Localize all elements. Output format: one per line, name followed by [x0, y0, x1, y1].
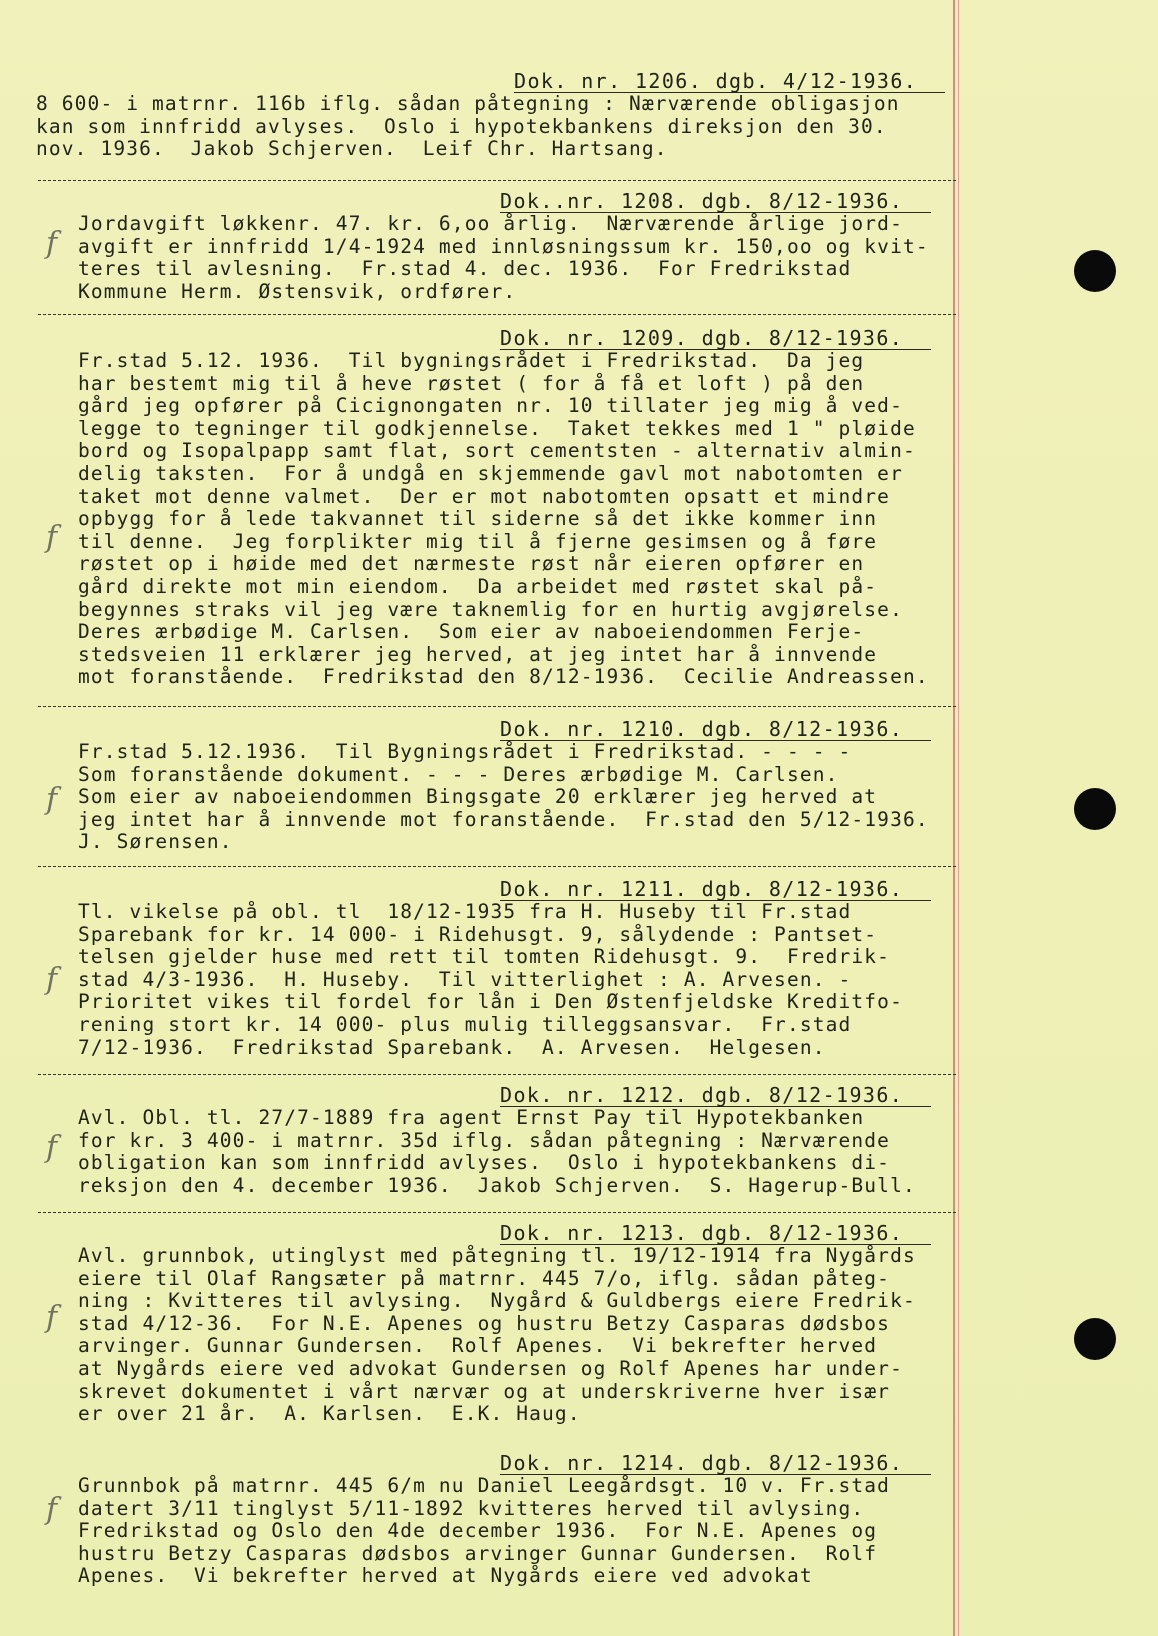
entry-body: Tl. vikelse på obl. tl 18/12-1935 fra H. Huseby til Fr.stad Sparebank for kr. 14 000- i Ridehusgt. 9, sålydende : Pantset- telsen gjelder huse med rett til tomten Ridehusgt. 9. Fredrik- stad 4/3-1936. H. Huseby. Til vitterlighet : A. Arvesen. - Prioritet vikes til fordel for lån i Den Østenfjeldske Kreditfo- rening stort kr. 14 000- plus mulig tilleggsansvar. Fr.stad 7/12-1936. Fredrikstad Sparebank. A. Arvesen. Helgesen. — [78, 900, 903, 1059]
entry-body: Avl. Obl. tl. 27/7-1889 fra agent Ernst Pay til Hypotekbanken for kr. 3 400- i matrnr. 35d iflg. sådan påtegning : Nærværende obligation kan som innfridd avlyses. Oslo i hypotekbankens di- reksjon den 4. december 1936. Jakob Schjerven. S. Hagerup-Bull. — [78, 1106, 916, 1197]
entry-1209 — [36, 327, 961, 689]
entry-body: 8 600- i matrnr. 116b iflg. sådan påtegning : Nærværende obligasjon kan som innfridd avlyses. Oslo i hypotekbankens direksjon den 30. nov. 1936. Jakob Schjerven. Leif Chr. Hartsang. — [36, 92, 900, 161]
entry-1212 — [36, 1084, 961, 1197]
separator-line — [38, 706, 956, 707]
separator-line — [38, 180, 956, 181]
margin-initial-mark: f — [46, 1300, 58, 1335]
entry-1213 — [36, 1222, 961, 1426]
entry-body: Fr.stad 5.12. 1936. Til bygningsrådet i Fredrikstad. Da jeg har bestemt mig til å heve røstet ( for å få et loft ) på den gård jeg opfører på Cicignongaten nr. 10 tillater jeg mig å ved- legge to tegninger til godkjennelse. Taket tekkes med 1 " pløide bord og Isopalpapp samt flat, sort cementsten - alternativ almin- delig taksten. For å undgå en skjemmende gavl mot nabotomten er taket mot denne valmet. Der er mot nabotomten opsatt et mindre opbygg for å lede takvannet til siderne så det ikke kommer inn til denne. Jeg forplikter mig til å fjerne gesimsen og å føre røstet op i høide med det nærmeste røst når eieren opfører en gård direkte mot min eiendom. Da arbeidet med røstet skal på- begynnes straks vil jeg være taknemlig for en hurtig avgjørelse. Deres ærbødige M. Carlsen. Som eier av naboeiendommen Ferje- stedsveien 11 erklærer jeg herved, at jeg intet har å innvende mot foranstående. Fredrikstad den 8/12-1936. Cecilie Andreassen. — [78, 349, 929, 689]
entry-1210 — [36, 718, 961, 854]
entry-1211 — [36, 878, 961, 1059]
entry-body: Grunnbok på matrnr. 445 6/m nu Daniel Leegårdsgt. 10 v. Fr.stad datert 3/11 tinglyst 5/11-1892 kvitteres herved til avlysing. Fredrikstad og Oslo den 4de december 1936. For N.E. Apenes og hustru Betzy Casparas dødsbos arvinger Gunnar Gundersen. Rolf Apenes. Vi bekrefter herved at Nygårds eiere ved advokat — [78, 1474, 891, 1588]
entry-header: Dok. nr. 1214. dgb. 8/12-1936. — [500, 1452, 931, 1475]
entry-body: Jordavgift løkkenr. 47. kr. 6,oo årlig. Nærværende årlige jord- avgift er innfridd 1/4-1924 med innløsningssum kr. 150,oo og kvit- teres til avlesning. Fr.stad 4. dec. 1936. For Fredrikstad Kommune Herm. Østensvik, ordfører. — [78, 212, 929, 303]
separator-line — [38, 866, 956, 867]
entry-header: Dok. nr. 1209. dgb. 8/12-1936. — [500, 327, 931, 350]
margin-initial-mark: f — [46, 520, 58, 555]
entry-1208 — [36, 190, 961, 303]
margin-initial-mark: f — [46, 782, 58, 817]
entry-header: Dok..nr. 1208. dgb. 8/12-1936. — [500, 190, 931, 213]
separator-line — [38, 1074, 956, 1075]
punch-hole — [1074, 1318, 1116, 1360]
entry-header: Dok. nr. 1211. dgb. 8/12-1936. — [500, 878, 931, 901]
entry-header: Dok. nr. 1210. dgb. 8/12-1936. — [500, 718, 931, 741]
entry-1214 — [36, 1452, 961, 1588]
margin-initial-mark: f — [46, 962, 58, 997]
entry-header: Dok. nr. 1213. dgb. 8/12-1936. — [500, 1222, 931, 1245]
entry-header: Dok. nr. 1206. dgb. 4/12-1936. — [514, 70, 945, 93]
margin-initial-mark: f — [46, 1492, 58, 1527]
entry-1206 — [36, 70, 961, 161]
margin-initial-mark: f — [46, 226, 58, 261]
entry-header: Dok. nr. 1212. dgb. 8/12-1936. — [500, 1084, 931, 1107]
entry-body: Fr.stad 5.12.1936. Til Bygningsrådet i Fredrikstad. - - - - Som foranstående dokument. - - - Deres ærbødige M. Carlsen. Som eier av naboeiendommen Bingsgate 20 erklærer jeg herved at jeg intet har å innvende mot foranstående. Fr.stad den 5/12-1936. J. Sørensen. — [78, 740, 929, 854]
separator-line — [38, 314, 956, 315]
separator-line — [38, 1212, 956, 1213]
entry-body: Avl. grunnbok, utinglyst med påtegning tl. 19/12-1914 fra Nygårds eiere til Olaf Rangsæter på matrnr. 445 7/o, iflg. sådan påteg- ning : Kvitteres til avlysing. Nygård & Guldbergs eiere Fredrik- stad 4/12-36. For N.E. Apenes og hustru Betzy Casparas dødsbos arvinger. Gunnar Gundersen. Rolf Apenes. Vi bekrefter herved at Nygårds eiere ved advokat Gundersen og Rolf Apenes har under- skrevet dokumentet i vårt nærvær og at underskriverne hver især er over 21 år. A. Karlsen. E.K. Haug. — [78, 1244, 916, 1426]
margin-initial-mark: f — [46, 1130, 58, 1165]
punch-hole — [1074, 788, 1116, 830]
punch-hole — [1074, 250, 1116, 292]
